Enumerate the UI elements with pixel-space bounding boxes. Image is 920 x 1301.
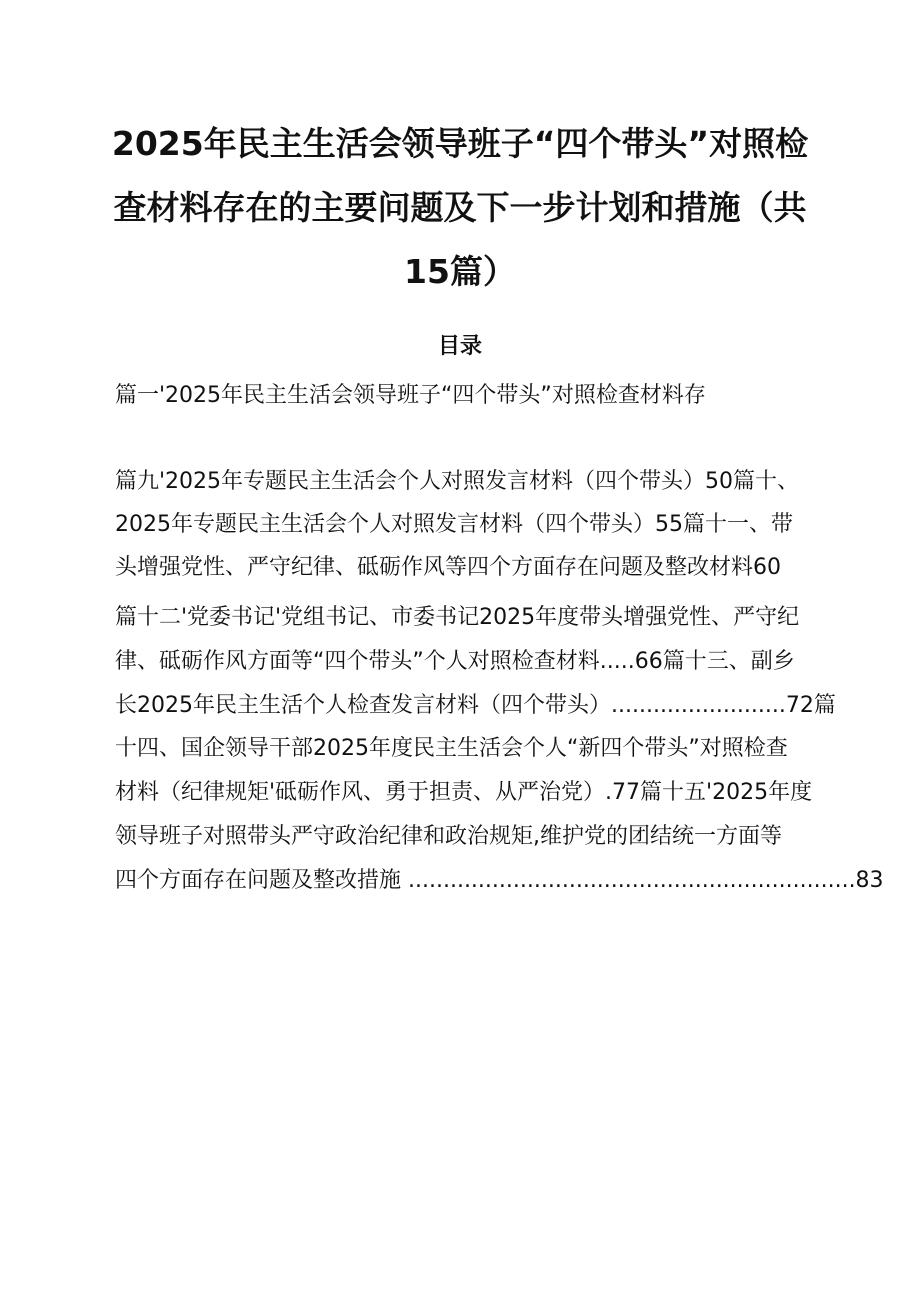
toc-line-8: 十四、国企领导干部2025年度民主生活会个人“新四个带头”对照检查 [115, 736, 788, 761]
toc-line-5: 篇十二'党委书记'党组书记、市委书记2025年度带头增强党性、严守纪 [115, 605, 800, 630]
document-title [100, 112, 820, 304]
toc-heading: 目录 [437, 334, 482, 359]
toc-line-1: 篇一'2025年民主生活会领导班子“四个带头”对照检查材料存 [115, 383, 706, 408]
toc-line-4: 头增强党性、严守纪律、砥砺作风等四个方面存在问题及整改材料60 [115, 555, 781, 580]
toc-line-11: 四个方面存在问题及整改措施 ................................................................83 [115, 868, 884, 893]
toc-line-2: 篇九'2025年专题民主生活会个人对照发言材料（四个带头）50篇十、 [115, 469, 800, 494]
toc-line-7: 长2025年民主生活个人检查发言材料（四个带头）.........................72篇 [115, 693, 836, 718]
title-line-3: 15篇） [404, 252, 516, 291]
title-line-1: 2025年民主生活会领导班子“四个带头”对照检 [111, 124, 809, 163]
toc-line-6: 律、砥砺作风方面等“四个带头”个人对照检查材料.....66篇十三、副乡 [115, 649, 795, 674]
title-line-2: 查材料存在的主要问题及下一步计划和措施（共 [113, 188, 807, 227]
toc-line-10: 领导班子对照带头严守政治纪律和政治规矩,维护党的团结统一方面等 [115, 824, 782, 849]
toc-line-3: 2025年专题民主生活会个人对照发言材料（四个带头）55篇十一、带 [115, 512, 793, 537]
toc-line-9: 材料（纪律规矩'砥砺作风、勇于担责、从严治党）.77篇十五'2025年度 [115, 780, 813, 805]
